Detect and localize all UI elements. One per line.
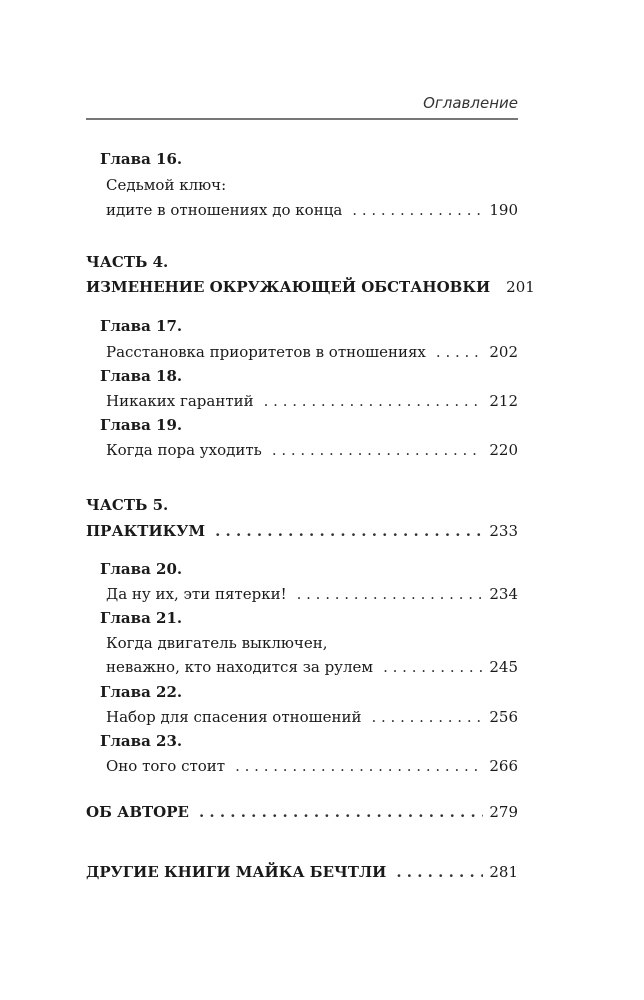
- dot-leader: [264, 389, 484, 413]
- toc-leader-row: [106, 754, 518, 778]
- toc-leader-row: [86, 519, 518, 543]
- toc-entry-other-books: [0, 860, 644, 884]
- dot-leader: [436, 340, 483, 364]
- toc-leader-row: [106, 340, 518, 364]
- toc-entry-chapter-23: [0, 729, 644, 753]
- chapter-label: Глава 16.: [100, 150, 183, 168]
- toc-leader-row: [106, 438, 518, 462]
- chapter-title: Оно того стоит: [106, 757, 226, 775]
- part-title: ПРАКТИКУМ: [86, 522, 206, 540]
- toc-leader-row: [106, 389, 518, 413]
- page-number: 256: [489, 708, 518, 726]
- chapter-title-line: Седьмой ключ:: [106, 176, 227, 194]
- toc-leader-row: [106, 655, 518, 679]
- toc-entry-chapter-16: [0, 147, 644, 171]
- toc-entry-part-5: [0, 493, 644, 517]
- chapter-title-line: неважно, кто находится за рулем: [106, 658, 374, 676]
- chapter-title: Да ну их, эти пятерки!: [106, 585, 287, 603]
- chapter-label: Глава 21.: [100, 609, 183, 627]
- part-title: ИЗМЕНЕНИЕ ОКРУЖАЮЩЕЙ ОБСТАНОВКИ: [86, 278, 491, 296]
- chapter-title: Когда пора уходить: [106, 441, 262, 459]
- toc-leader-row: [86, 800, 518, 824]
- toc-entry-chapter-17: [0, 314, 644, 338]
- header-rule: [86, 118, 518, 120]
- page-number: 212: [489, 392, 518, 410]
- page-number: 245: [489, 658, 518, 676]
- dot-leader: [199, 800, 483, 824]
- page-number: 201: [506, 278, 535, 296]
- chapter-title: Набор для спасения отношений: [106, 708, 362, 726]
- toc-entry-chapter-22: [0, 680, 644, 704]
- dot-leader: [215, 519, 483, 543]
- toc-leader-row: [86, 860, 518, 884]
- dot-leader: [272, 438, 484, 462]
- dot-leader: [383, 655, 483, 679]
- chapter-title-line: идите в отношениях до конца: [106, 201, 343, 219]
- chapter-label: Глава 18.: [100, 367, 183, 385]
- toc-entry-chapter-18: [0, 364, 644, 388]
- page-number: 190: [489, 201, 518, 219]
- chapter-label: Глава 22.: [100, 683, 183, 701]
- page-number: 266: [489, 757, 518, 775]
- running-head: Оглавление: [423, 94, 518, 112]
- section-title: ОБ АВТОРЕ: [86, 803, 189, 821]
- page-number: 220: [489, 441, 518, 459]
- chapter-label: Глава 17.: [100, 317, 183, 335]
- dot-leader: [235, 754, 483, 778]
- toc-leader-row: [106, 198, 518, 222]
- page-number: 202: [489, 343, 518, 361]
- dot-leader: [297, 582, 484, 606]
- part-label: ЧАСТЬ 4.: [86, 253, 169, 271]
- chapter-label: Глава 19.: [100, 416, 183, 434]
- chapter-title-line: Когда двигатель выключен,: [106, 634, 328, 652]
- toc-entry-chapter-20: [0, 557, 644, 581]
- page-number: 281: [489, 863, 518, 881]
- chapter-label: Глава 23.: [100, 732, 183, 750]
- chapter-title: Расстановка приоритетов в отношениях: [106, 343, 426, 361]
- toc-entry-part-4: [0, 250, 644, 274]
- dot-leader: [371, 705, 483, 729]
- page-number: 234: [489, 585, 518, 603]
- toc-leader-row: [86, 275, 535, 299]
- part-label: ЧАСТЬ 5.: [86, 496, 169, 514]
- toc-leader-row: [106, 582, 518, 606]
- page-number: 279: [489, 803, 518, 821]
- section-title: ДРУГИЕ КНИГИ МАЙКА БЕЧТЛИ: [86, 863, 387, 881]
- dot-leader: [352, 198, 483, 222]
- dot-leader: [396, 860, 483, 884]
- toc-entry-chapter-19: [0, 413, 644, 437]
- toc-entry-chapter-21: [0, 606, 644, 630]
- toc-leader-row: [106, 705, 518, 729]
- chapter-title: Никаких гарантий: [106, 392, 254, 410]
- chapter-label: Глава 20.: [100, 560, 183, 578]
- toc-entry-about: [0, 800, 644, 824]
- page-number: 233: [489, 522, 518, 540]
